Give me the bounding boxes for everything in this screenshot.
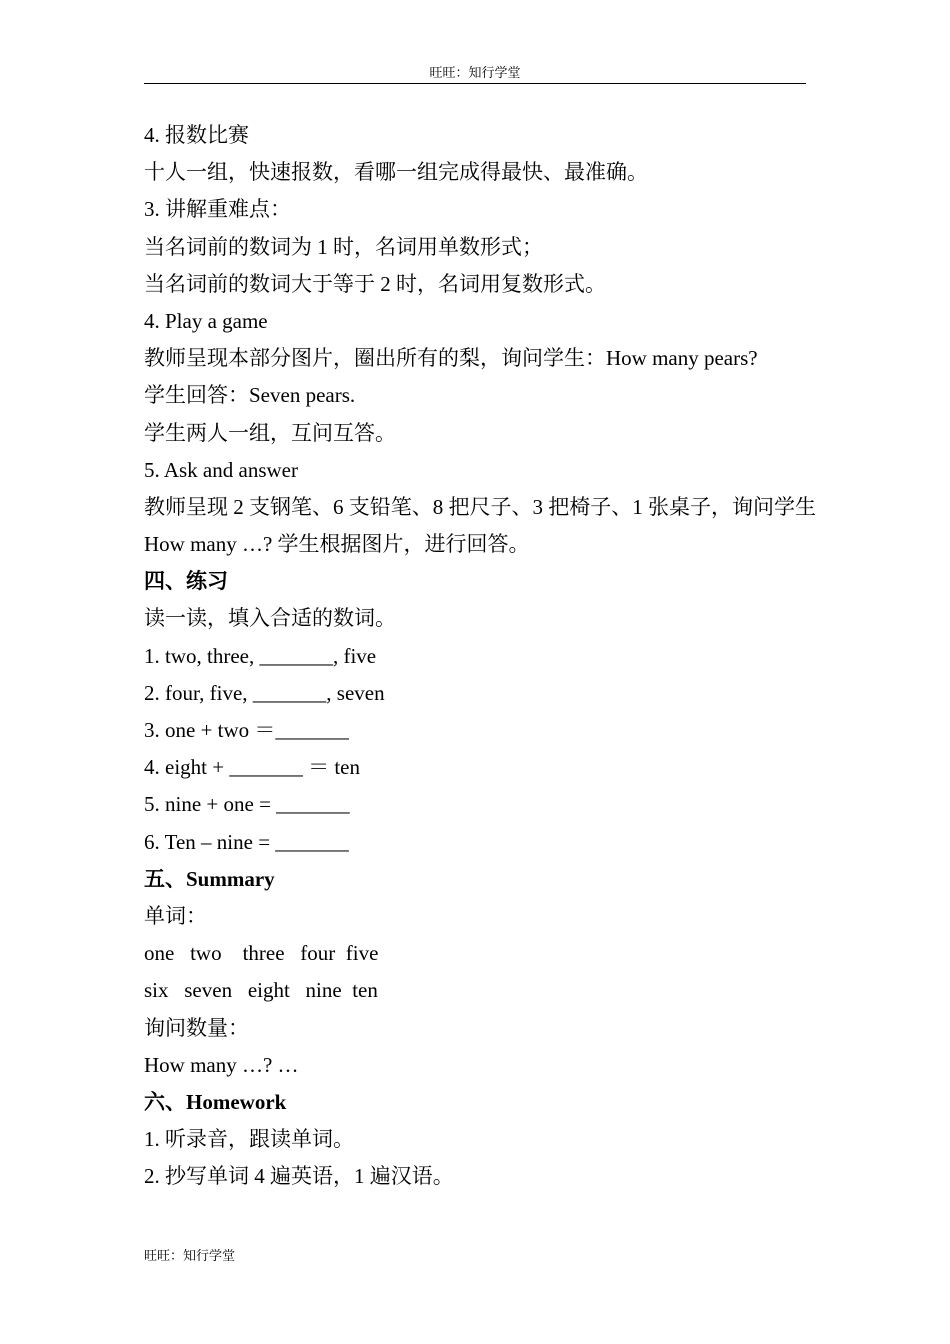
chapter-heading: 六、Homework <box>144 1089 287 1114</box>
paragraph: 读一读，填入合适的数词。 <box>144 606 396 631</box>
exercise-item: 2. four, five, _______, seven <box>144 680 385 705</box>
word-list: one two three four five <box>144 941 379 966</box>
paragraph: 教师呈现 2 支钢笔、6 支铅笔、8 把尺子、3 把椅子、1 张桌子，询问学生 <box>144 494 816 519</box>
section-heading: 4. 报数比赛 <box>144 123 249 147</box>
exercise-item: 6. Ten – nine = _______ <box>144 829 349 854</box>
paragraph: 单词： <box>144 903 207 928</box>
header-divider <box>144 83 806 84</box>
page-header: 旺旺：知行学堂 <box>429 65 521 80</box>
paragraph: 十人一组，快速报数，看哪一组完成得最快、最准确。 <box>144 160 648 185</box>
page-footer: 旺旺：知行学堂 <box>144 1248 236 1263</box>
exercise-item: 1. two, three, _______, five <box>144 643 377 668</box>
paragraph: 当名词前的数词大于等于 2 时，名词用复数形式。 <box>144 271 606 296</box>
paragraph: How many …? 学生根据图片，进行回答。 <box>144 532 530 557</box>
paragraph: 询问数量： <box>144 1015 249 1040</box>
homework-item: 1. 听录音，跟读单词。 <box>144 1127 354 1152</box>
paragraph: 学生回答：Seven pears. <box>144 383 356 408</box>
section-heading: 4. Play a game <box>144 308 268 333</box>
exercise-item: 3. one + two ＝_______ <box>144 718 349 742</box>
word-list: six seven eight nine ten <box>144 978 378 1003</box>
section-heading: 5. Ask and answer <box>144 457 298 482</box>
section-heading: 3. 讲解重难点： <box>144 197 291 222</box>
paragraph: 学生两人一组，互问互答。 <box>144 420 396 445</box>
paragraph: 当名词前的数词为 1 时，名词用单数形式； <box>144 234 543 259</box>
chapter-heading: 四、练习 <box>144 569 228 594</box>
homework-item: 2. 抄写单词 4 遍英语，1 遍汉语。 <box>144 1164 454 1189</box>
paragraph: How many …? … <box>144 1052 299 1077</box>
document-body <box>144 117 816 1195</box>
exercise-item: 5. nine + one = _______ <box>144 792 350 817</box>
chapter-heading: 五、Summary <box>144 866 275 891</box>
exercise-item: 4. eight + _______ ＝ ten <box>144 755 360 780</box>
paragraph: 教师呈现本部分图片，圈出所有的梨，询问学生：How many pears? <box>144 346 758 371</box>
